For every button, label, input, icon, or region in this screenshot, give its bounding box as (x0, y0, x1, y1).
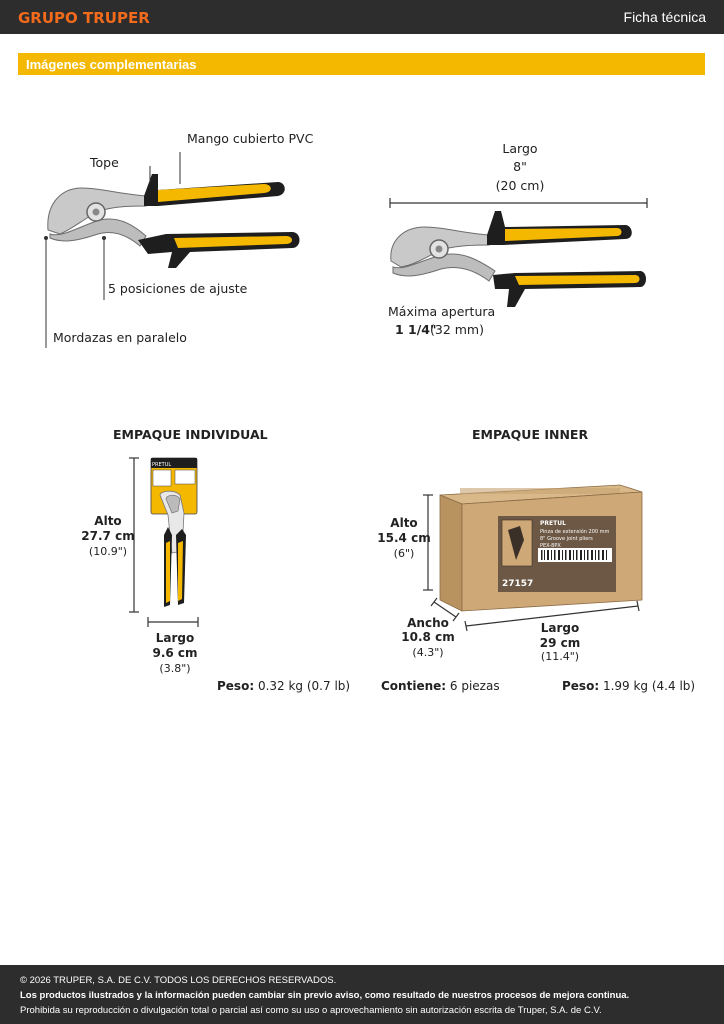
inner-ancho-cm: 10.8 cm (401, 630, 455, 644)
brand-logo: GRUPO TRUPER (18, 9, 150, 27)
inner-ancho-in: (4.3") (412, 646, 444, 659)
callout-tope: Tope (90, 155, 119, 170)
largo-inches: 8" (513, 159, 527, 174)
box-brand: PRETUL (540, 520, 566, 527)
inner-alto-in: (6") (393, 547, 415, 560)
section-header (18, 53, 705, 75)
footer-copyright: © 2026 TRUPER, S.A. DE C.V. TODOS LOS DERECHOS RESERVADOS. (20, 975, 337, 986)
individual-package-illustration (128, 455, 208, 630)
individual-peso-value: 0.32 kg (0.7 lb) (257, 679, 351, 693)
inner-contents (381, 679, 500, 693)
inner-contiene-value: 6 piezas (449, 679, 500, 693)
inner-contiene-label: Contiene: (381, 679, 447, 693)
individual-alto-cm: 27.7 cm (81, 529, 135, 543)
box-code: PEX-8PX (540, 543, 561, 549)
individual-title: EMPAQUE INDIVIDUAL (113, 427, 268, 442)
inner-ancho-label: Ancho (407, 616, 449, 630)
box-desc: Pinza de extensión 200 mm (540, 529, 610, 535)
callout-posiciones: 5 posiciones de ajuste (108, 281, 248, 296)
footer-notice: Los productos ilustrados y la información pueden cambiar sin previo aviso, como resultado de nuestros procesos de mejora continua. (20, 990, 630, 1001)
individual-largo-label: Largo (155, 631, 195, 645)
inner-peso-value: 1.99 kg (4.4 lb) (602, 679, 696, 693)
inner-box-illustration (420, 480, 650, 630)
inner-largo-in: (11.4") (540, 650, 580, 663)
apertura-label: Máxima apertura (388, 304, 496, 319)
pliers-dimension-illustration (385, 195, 655, 315)
individual-largo-cm: 9.6 cm (152, 646, 198, 660)
inner-title: EMPAQUE INNER (472, 427, 589, 442)
callout-mordazas: Mordazas en paralelo (53, 330, 187, 345)
apertura-mm: (32 mm) (430, 322, 484, 337)
individual-weight (217, 679, 350, 693)
page-header (0, 0, 724, 34)
inner-largo-cm: 29 cm (539, 636, 581, 650)
box-number: 27157 (502, 579, 534, 589)
largo-cm: (20 cm) (495, 178, 545, 193)
individual-largo-in: (3.8") (159, 662, 191, 675)
inner-alto-label: Alto (390, 516, 418, 530)
pkg-brand: PRETUL (152, 462, 172, 468)
section-title: Imágenes complementarias (26, 57, 197, 72)
individual-alto-label: Alto (94, 514, 122, 528)
callout-mango: Mango cubierto PVC (187, 131, 314, 146)
apertura-inches: 1 1/4" (395, 322, 437, 337)
individual-peso-label: Peso: (217, 679, 255, 693)
inner-largo-label: Largo (540, 621, 580, 635)
page-footer (0, 965, 724, 1024)
document-type: Ficha técnica (623, 9, 706, 25)
individual-alto-in: (10.9") (88, 545, 128, 558)
box-desc-2: 8" Groove joint pliers (540, 536, 593, 542)
inner-alto-cm: 15.4 cm (377, 531, 431, 545)
inner-weight (562, 679, 695, 693)
footer-prohibition: Prohibida su reproducción o divulgación total o parcial así como su uso o aprovechamiento sin autorización escrita de Truper, S.A. de C.V. (20, 1005, 602, 1016)
largo-label: Largo (502, 141, 538, 156)
inner-peso-label: Peso: (562, 679, 600, 693)
